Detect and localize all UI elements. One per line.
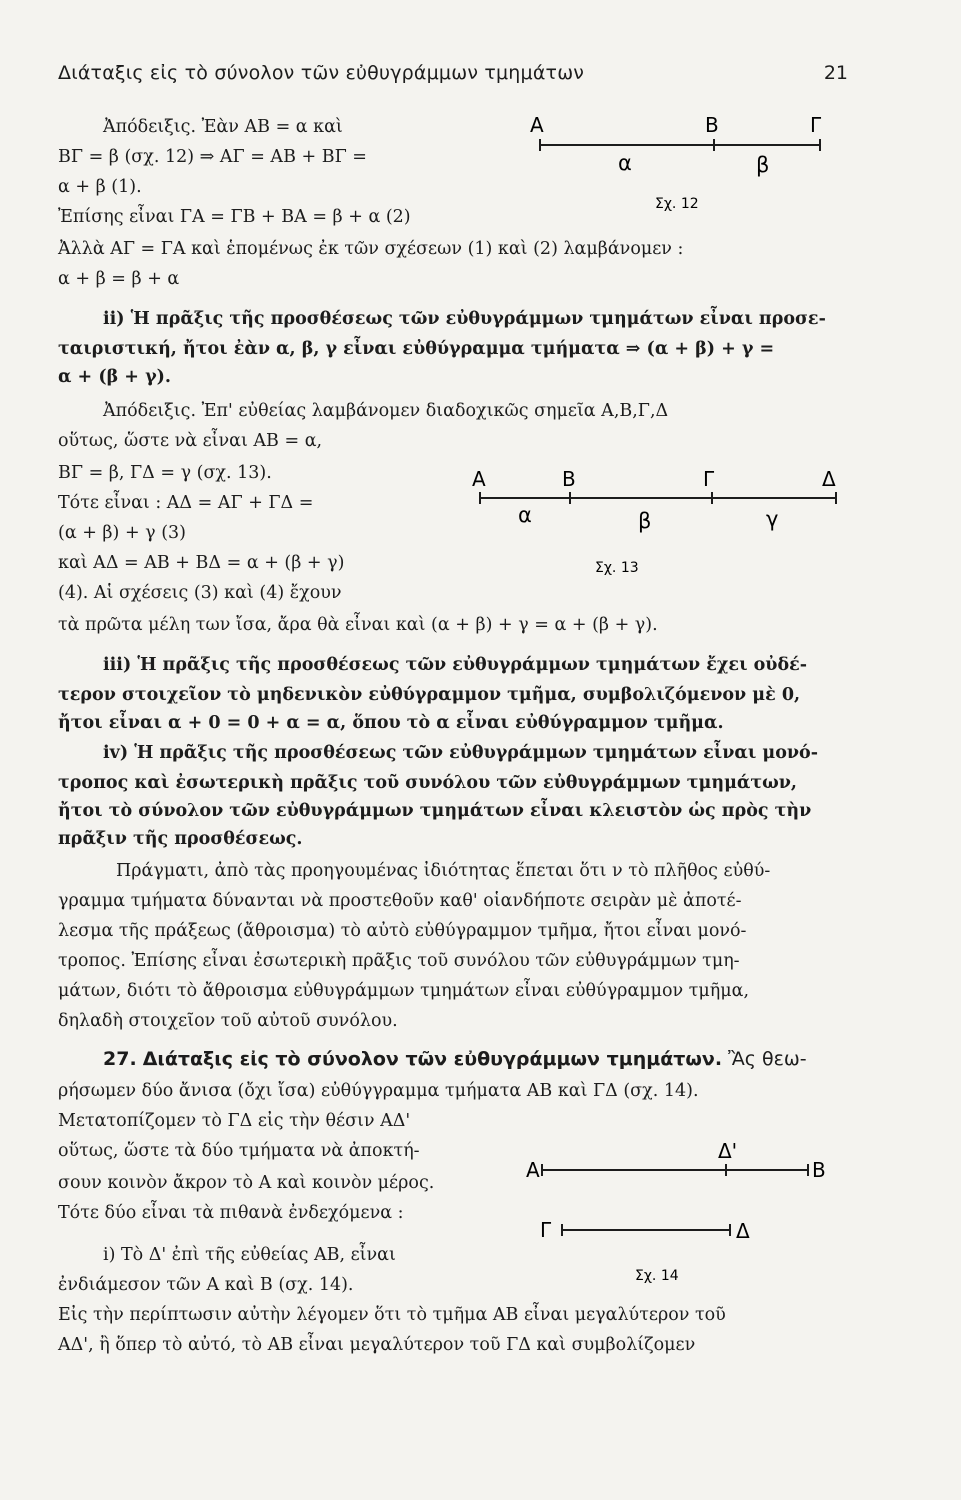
text-line-2: ΒΓ = β (σχ. 12) ⇒ ΑΓ = ΑΒ + ΒΓ = bbox=[58, 147, 367, 167]
fig14-point-d-prime: Δ' bbox=[718, 1139, 738, 1163]
text-line-25: Πράγματι, ἀπὸ τὰς προηγουμένας ἰδιότητας ἕπεται ὅτι ν τὸ πλῆθος εὐθύ- bbox=[116, 861, 771, 881]
text-line-27: λεσμα τῆς πράξεως (ἄθροισμα) τὸ αὐτὸ εὐθύγραμμον τμῆμα, ἤτοι εἶναι μονό- bbox=[58, 921, 747, 941]
text-line-1: Ἀπόδειξις. Ἐὰν ΑΒ = α καὶ bbox=[103, 117, 343, 137]
text-line-16: (4). Αἱ σχέσεις (3) καὶ (4) ἔχουν bbox=[58, 583, 342, 603]
section-title: Διάταξις εἰς τὸ σύνολον τῶν εὐθυγράμμων τμημάτων. bbox=[142, 1048, 723, 1070]
section-lead: Ἂς θεω- bbox=[728, 1048, 807, 1070]
fig13-point-d: Δ bbox=[822, 467, 836, 491]
fig12-segment-beta: β bbox=[756, 153, 770, 177]
text-line-24: πρᾶξιν τῆς προσθέσεως. bbox=[58, 829, 303, 849]
fig13-caption: Σχ. 13 bbox=[595, 560, 639, 576]
fig14-point-d: Δ bbox=[736, 1219, 750, 1243]
text-line-33: Μετατοπίζομεν τὸ ΓΔ εἰς τὴν θέσιν ΑΔ' bbox=[58, 1111, 411, 1131]
text-line-18: iii) Ἡ πρᾶξις τῆς προσθέσεως τῶν εὐθυγράμμων τμημάτων ἔχει οὐδέ- bbox=[103, 655, 808, 675]
text-line-40: ΑΔ', ἢ ὅπερ τὸ αὐτό, τὸ ΑΒ εἶναι μεγαλύτερον τοῦ ΓΔ καὶ συμβολίζομεν bbox=[58, 1335, 696, 1355]
fig12-segment-alpha: α bbox=[618, 151, 632, 175]
text-line-3: α + β (1). bbox=[58, 177, 142, 197]
text-line-4: Ἐπίσης εἶναι ΓΑ = ΓΒ + ΒΑ = β + α (2) bbox=[58, 207, 411, 227]
text-line-15: καὶ ΑΔ = ΑΒ + ΒΔ = α + (β + γ) bbox=[58, 553, 345, 573]
text-line-36: Τότε δύο εἶναι τὰ πιθανὰ ἐνδεχόμενα : bbox=[58, 1203, 404, 1223]
text-line-11: οὕτως, ὥστε νὰ εἶναι ΑΒ = α, bbox=[58, 431, 323, 451]
text-line-32: ρήσωμεν δύο ἄνισα (ὄχι ἴσα) εὐθύγγραμμα τμήματα ΑΒ καὶ ΓΔ (σχ. 14). bbox=[58, 1081, 699, 1101]
fig14-point-a: Α bbox=[526, 1158, 540, 1182]
figure-14 bbox=[520, 1130, 840, 1290]
text-line-7: ii) Ἡ πρᾶξις τῆς προσθέσεως τῶν εὐθυγράμμων τμημάτων εἶναι προσε- bbox=[103, 309, 826, 329]
text-line-17: τὰ πρῶτα μέλη των ἴσα, ἄρα θὰ εἶναι καὶ (α + β) + γ = α + (β + γ). bbox=[58, 615, 658, 635]
text-line-12: ΒΓ = β, ΓΔ = γ (σχ. 13). bbox=[58, 463, 272, 483]
figure-13 bbox=[460, 460, 850, 576]
fig13-point-b: Β bbox=[562, 467, 576, 491]
text-line-13: Τότε εἶναι : ΑΔ = ΑΓ + ΓΔ = bbox=[58, 493, 314, 513]
text-line-14: (α + β) + γ (3) bbox=[58, 523, 186, 543]
text-line-20: ἤτοι εἶναι α + 0 = 0 + α = α, ὅπου τὸ α εἶναι εὐθύγραμμον τμῆμα. bbox=[58, 713, 724, 733]
running-header bbox=[58, 62, 848, 92]
text-line-26: γραμμα τμήματα δύνανται νὰ προστεθοῦν καθ' οἱανδήποτε σειρὰν μὲ ἀποτέ- bbox=[58, 891, 742, 911]
fig14-point-g: Γ bbox=[540, 1218, 552, 1242]
text-line-35: σουν κοινὸν ἄκρον τὸ Α καὶ κοινὸν μέρος. bbox=[58, 1173, 435, 1193]
text-line-28: τροπος. Ἐπίσης εἶναι ἐσωτερικὴ πρᾶξις τοῦ συνόλου τῶν εὐθυγράμμων τμη- bbox=[58, 951, 740, 971]
text-line-19: τερον στοιχεῖον τὸ μηδενικὸν εὐθύγραμμον τμῆμα, συμβολιζόμενον μὲ 0, bbox=[58, 685, 801, 705]
fig13-segment-gamma: γ bbox=[766, 507, 779, 531]
text-line-38: ἐνδιάμεσον τῶν Α καὶ Β (σχ. 14). bbox=[58, 1275, 354, 1295]
fig12-point-g: Γ bbox=[810, 113, 822, 137]
text-line-29: μάτων, διότι τὸ ἄθροισμα εὐθυγράμμων τμημάτων εἶναι εὐθύγραμμον τμῆμα, bbox=[58, 981, 750, 1001]
section-heading bbox=[103, 1048, 807, 1070]
text-line-22: τροπος καὶ ἐσωτερικὴ πρᾶξις τοῦ συνόλου τῶν εὐθυγράμμων τμημάτων, bbox=[58, 773, 798, 793]
fig14-caption: Σχ. 14 bbox=[635, 1268, 679, 1284]
fig12-point-b: Β bbox=[705, 113, 719, 137]
fig13-segment-beta: β bbox=[638, 509, 652, 533]
fig13-segment-alpha: α bbox=[518, 503, 532, 527]
text-line-5: Ἀλλὰ ΑΓ = ΓΑ καὶ ἑπομένως ἐκ τῶν σχέσεων (1) καὶ (2) λαμβάνομεν : bbox=[58, 239, 684, 259]
fig12-point-a: Α bbox=[530, 113, 544, 137]
fig13-point-a: Α bbox=[472, 467, 486, 491]
text-line-34: οὕτως, ὥστε τὰ δύο τμήματα νὰ ἀποκτή- bbox=[58, 1141, 420, 1161]
text-line-30: δηλαδὴ στοιχεῖον τοῦ αὐτοῦ συνόλου. bbox=[58, 1011, 398, 1031]
page-number: 21 bbox=[823, 62, 848, 84]
section-number: 27. bbox=[103, 1048, 137, 1070]
fig13-point-g: Γ bbox=[703, 467, 715, 491]
text-line-23: ἤτοι τὸ σύνολον τῶν εὐθυγράμμων τμημάτων εἶναι κλειστὸν ὡς πρὸς τὴν bbox=[58, 801, 812, 821]
text-line-39: Εἰς τὴν περίπτωσιν αὐτὴν λέγομεν ὅτι τὸ τμῆμα ΑΒ εἶναι μεγαλύτερον τοῦ bbox=[58, 1305, 726, 1325]
fig12-caption: Σχ. 12 bbox=[655, 196, 699, 212]
text-line-8: ταιριστική, ἤτοι ἐὰν α, β, γ εἶναι εὐθύγραμμα τμήματα ⇒ (α + β) + γ = bbox=[58, 339, 775, 359]
fig14-point-b: Β bbox=[812, 1158, 826, 1182]
text-line-10: Ἀπόδειξις. Ἐπ' εὐθείας λαμβάνομεν διαδοχικῶς σημεῖα Α,Β,Γ,Δ bbox=[103, 401, 669, 421]
text-line-21: iv) Ἡ πρᾶξις τῆς προσθέσεως τῶν εὐθυγράμμων τμημάτων εἶναι μονό- bbox=[103, 743, 818, 763]
text-line-37: i) Τὸ Δ' ἐπὶ τῆς εὐθείας ΑΒ, εἶναι bbox=[103, 1245, 396, 1265]
text-line-9: α + (β + γ). bbox=[58, 367, 171, 387]
header-title: Διάταξις εἰς τὸ σύνολον τῶν εὐθυγράμμων τμημάτων bbox=[58, 62, 585, 84]
figure-12 bbox=[500, 110, 830, 210]
text-line-6: α + β = β + α bbox=[58, 269, 180, 289]
